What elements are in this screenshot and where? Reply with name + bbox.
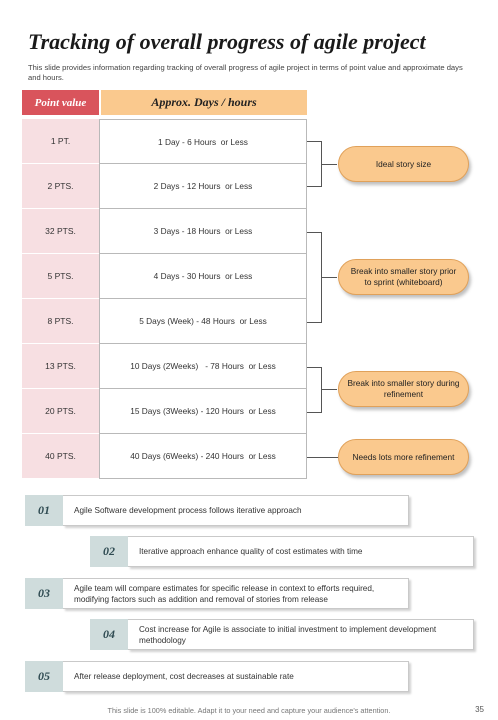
callout-ideal-story-size: Ideal story size [338,146,469,182]
table-row [22,299,307,344]
point-cell: 2 PTS. [22,164,99,209]
days-cell: 1 Day - 6 Hours or Less [99,119,307,164]
page-subtitle: This slide provides information regarding tracking of overall progress of agile project in terms of point value and approximate days and hours. [28,63,463,82]
bracket-tick [307,457,338,458]
step-number: 01 [25,495,63,526]
bracket-connector [307,141,322,187]
step-05 [25,661,409,692]
callout-break-prior-sprint: Break into smaller story prior to sprint (whiteboard) [338,259,469,295]
step-number: 04 [90,619,128,650]
days-cell: 5 Days (Week) - 48 Hours or Less [99,299,307,344]
days-cell: 3 Days - 18 Hours or Less [99,209,307,254]
step-number: 03 [25,578,63,609]
point-cell: 32 PTS. [22,209,99,254]
table-row [22,164,307,209]
bracket-connector [307,367,322,413]
point-cell: 20 PTS. [22,389,99,434]
days-cell: 4 Days - 30 Hours or Less [99,254,307,299]
step-04 [90,619,474,650]
table-row [22,344,307,389]
point-cell: 1 PT. [22,119,99,164]
step-text: Cost increase for Agile is associate to initial investment to implement development methodology [128,619,474,650]
days-cell: 40 Days (6Weeks) - 240 Hours or Less [99,434,307,479]
point-cell: 8 PTS. [22,299,99,344]
table-row [22,254,307,299]
table-row [22,434,307,479]
bracket-tick [322,164,337,165]
header-point-value: Point value [22,90,99,115]
step-03 [25,578,409,609]
table-row [22,119,307,164]
step-text: Agile team will compare estimates for specific release in context to efforts required, modifying factors such as addition and removal of stories from release [63,578,409,609]
page-title: Tracking of overall progress of agile project [28,29,426,54]
bracket-connector [307,232,322,323]
bracket-tick [322,389,337,390]
step-text: After release deployment, cost decreases at sustainable rate [63,661,409,692]
callout-needs-refinement: Needs lots more refinement [338,439,469,475]
table-row [22,209,307,254]
point-cell: 13 PTS. [22,344,99,389]
page-number: 35 [475,705,484,714]
step-02 [90,536,474,567]
days-cell: 10 Days (2Weeks) - 78 Hours or Less [99,344,307,389]
header-approx-days: Approx. Days / hours [101,90,307,115]
step-01 [25,495,409,526]
bracket-tick [322,277,337,278]
step-text: Iterative approach enhance quality of cost estimates with time [128,536,474,567]
days-cell: 2 Days - 12 Hours or Less [99,164,307,209]
point-cell: 40 PTS. [22,434,99,479]
callout-break-refinement: Break into smaller story during refinement [338,371,469,407]
days-cell: 15 Days (3Weeks) - 120 Hours or Less [99,389,307,434]
footer-note: This slide is 100% editable. Adapt it to your need and capture your audience's attention. [107,706,391,715]
step-number: 02 [90,536,128,567]
table-row [22,389,307,434]
step-text: Agile Software development process follows iterative approach [63,495,409,526]
point-cell: 5 PTS. [22,254,99,299]
step-number: 05 [25,661,63,692]
